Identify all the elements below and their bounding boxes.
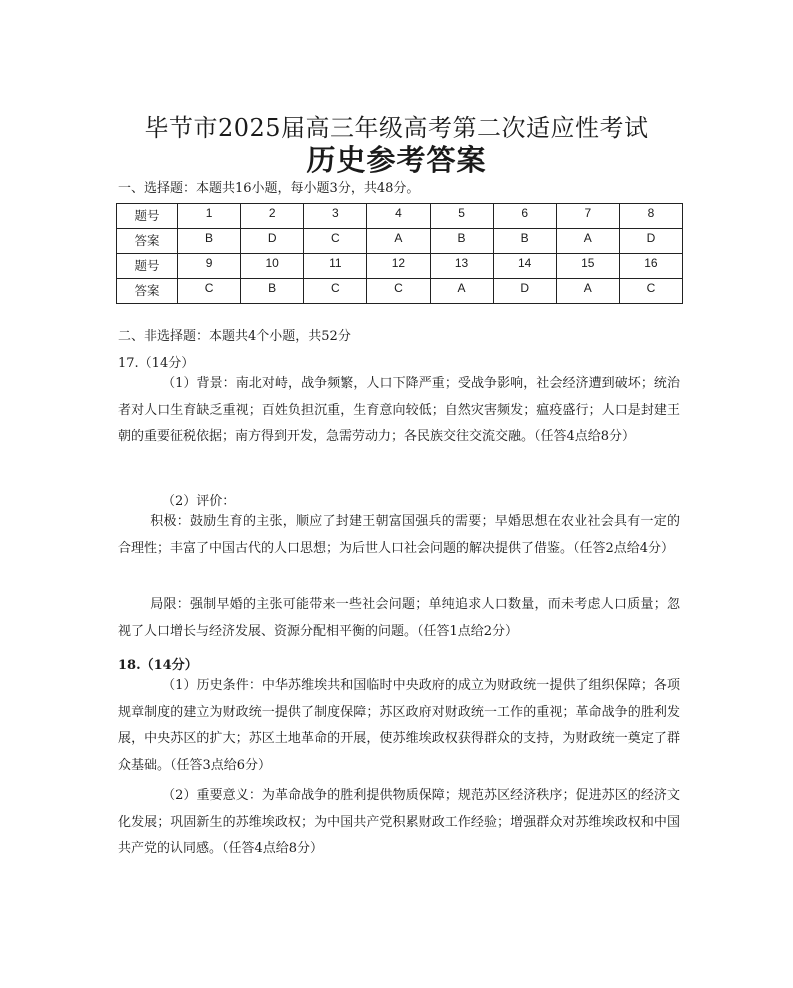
question-number: 15 (556, 254, 619, 279)
question-17-part-2-positive (118, 509, 680, 562)
answer-cell: A (430, 279, 493, 304)
question-number: 16 (619, 254, 682, 279)
question-number: 8 (619, 204, 682, 229)
answer-cell: D (619, 229, 682, 254)
answer-cell: A (367, 229, 430, 254)
answer-cell: C (178, 279, 241, 304)
exam-title: 毕节市2025届高三年级高考第二次适应性考试 (144, 114, 649, 142)
answer-cell: B (241, 279, 304, 304)
answer-cell: B (430, 229, 493, 254)
question-number: 14 (493, 254, 556, 279)
table-row (117, 279, 683, 304)
question-number: 3 (304, 204, 367, 229)
question-17-part-2-limit (118, 592, 680, 645)
q17-part1-text: （1）背景：南北对峙，战争频繁，人口下降严重；受战争影响，社会经济遭到破坏；统治者对人口生育缺乏重视；百姓负担沉重，生育意向较低；自然灾害频发；瘟疫盛行；人口是封建王朝的重要征税依据；南方得到开发，急需劳动力；各民族交往交流交融。（任答4点给8分） (118, 376, 680, 444)
answer-cell: C (619, 279, 682, 304)
question-number: 11 (304, 254, 367, 279)
q17-positive-text: 积极：鼓励生育的主张，顺应了封建王朝富国强兵的需要；早婚思想在农业社会具有一定的合理性；丰富了中国古代的人口思想；为后世人口社会问题的解决提供了借鉴。（任答2点给4分） (118, 514, 680, 556)
question-number: 9 (178, 254, 241, 279)
question-number: 4 (367, 204, 430, 229)
answer-cell: C (304, 279, 367, 304)
q18-part1-text: （1）历史条件：中华苏维埃共和国临时中央政府的成立为财政统一提供了组织保障；各项规章制度的建立为财政统一提供了制度保障；苏区政府对财政统一工作的重视；革命战争的胜利发展，中央苏区的扩大；苏区土地革命的开展，使苏维埃政权获得群众的支持，为财政统一奠定了群众基础。（任答3点给6分） (118, 678, 680, 773)
subject-title: 历史参考答案 (306, 143, 487, 177)
section-1-heading: 一、选择题：本题共16小题，每小题3分，共48分。 (118, 181, 420, 196)
q17-part2-label-text: （2）评价： (162, 494, 236, 509)
row-label-answer: 答案 (117, 279, 178, 304)
question-17-part-1 (118, 371, 680, 451)
answer-cell: D (241, 229, 304, 254)
table-row (117, 229, 683, 254)
question-18-part-2 (118, 783, 680, 863)
question-number: 7 (556, 204, 619, 229)
question-number: 10 (241, 254, 304, 279)
answer-cell: C (304, 229, 367, 254)
answer-cell: D (493, 279, 556, 304)
answer-cell: B (178, 229, 241, 254)
q18-part2-text: （2）重要意义：为革命战争的胜利提供物质保障；规范苏区经济秩序；促进苏区的经济文化发展；巩固新生的苏维埃政权；为中国共产党积累财政工作经验；增强群众对苏维埃政权和中国共产党的认同感。（任答4点给8分） (118, 788, 680, 856)
answer-cell: A (556, 229, 619, 254)
question-number: 13 (430, 254, 493, 279)
row-label-number: 题号 (117, 204, 178, 229)
section-2-heading: 二、非选择题：本题共4个小题，共52分 (118, 329, 351, 344)
question-18-part-1 (118, 673, 680, 779)
table-row (117, 204, 683, 229)
answer-cell: B (493, 229, 556, 254)
answer-cell: C (367, 279, 430, 304)
question-number: 6 (493, 204, 556, 229)
question-number: 12 (367, 254, 430, 279)
question-18-title: 18.（14分） (118, 658, 198, 673)
row-label-answer: 答案 (117, 229, 178, 254)
row-label-number: 题号 (117, 254, 178, 279)
q17-limit-text: 局限：强制早婚的主张可能带来一些社会问题；单纯追求人口数量，而未考虑人口质量；忽视了人口增长与经济发展、资源分配相平衡的问题。（任答1点给2分） (118, 597, 680, 639)
answer-table (116, 203, 683, 304)
question-number: 2 (241, 204, 304, 229)
question-17-title: 17.（14分） (118, 356, 195, 371)
question-number: 5 (430, 204, 493, 229)
question-number: 1 (178, 204, 241, 229)
table-row (117, 254, 683, 279)
answer-cell: A (556, 279, 619, 304)
